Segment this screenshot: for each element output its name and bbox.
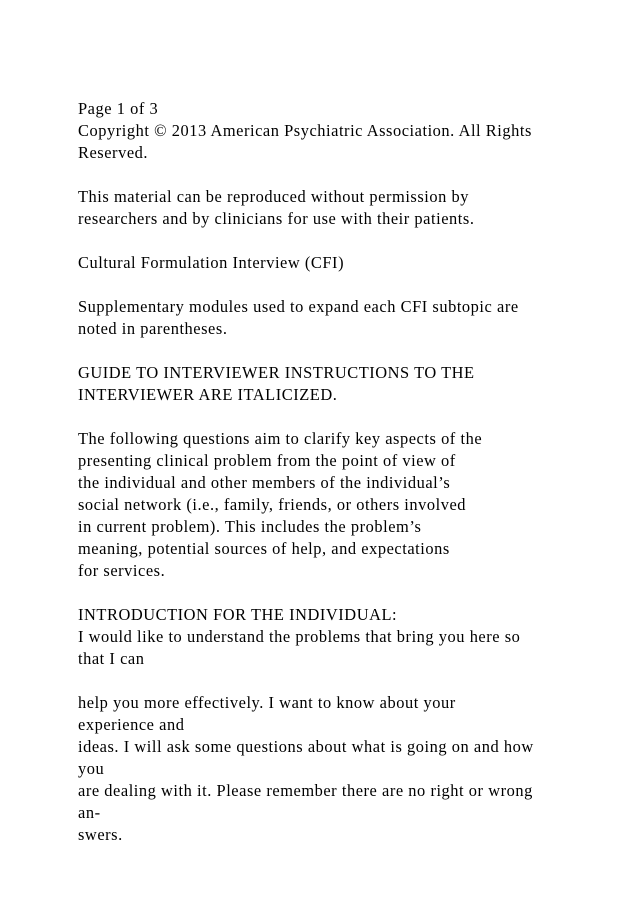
- intro-paragraph-line-4: social network (i.e., family, friends, or others involved: [78, 495, 467, 514]
- introduction-line-6: you: [78, 759, 105, 778]
- intro-paragraph-line-1: The following questions aim to clarify key aspects of the: [78, 429, 483, 448]
- intro-paragraph-line-5: in current problem). This includes the problem’s: [78, 517, 422, 536]
- introduction-line-2: that I can: [78, 649, 145, 668]
- introduction-line-4: experience and: [78, 715, 185, 734]
- introduction-line-9: swers.: [78, 825, 123, 844]
- introduction-line-7: are dealing with it. Please remember there are no right or wrong: [78, 781, 533, 800]
- modules-note-line-1: Supplementary modules used to expand each CFI subtopic are: [78, 297, 519, 316]
- introduction-line-3: help you more effectively. I want to know about your: [78, 693, 456, 712]
- permission-line-2: researchers and by clinicians for use with their patients.: [78, 209, 475, 228]
- introduction-heading: INTRODUCTION FOR THE INDIVIDUAL:: [78, 605, 398, 624]
- intro-paragraph-line-3: the individual and other members of the individual’s: [78, 473, 451, 492]
- permission-line-1: This material can be reproduced without permission by: [78, 187, 470, 206]
- copyright-line-2: Reserved.: [78, 143, 149, 162]
- guide-heading-line-2: INTERVIEWER ARE ITALICIZED.: [78, 385, 338, 404]
- intro-paragraph-line-2: presenting clinical problem from the point of view of: [78, 451, 456, 470]
- document-title: Cultural Formulation Interview (CFI): [78, 253, 345, 272]
- introduction-line-1: I would like to understand the problems that bring you here so: [78, 627, 521, 646]
- introduction-line-5: ideas. I will ask some questions about what is going on and how: [78, 737, 534, 756]
- guide-heading-line-1: GUIDE TO INTERVIEWER INSTRUCTIONS TO THE: [78, 363, 475, 382]
- copyright-line-1: Copyright © 2013 American Psychiatric Association. All Rights: [78, 121, 532, 140]
- intro-paragraph-line-6: meaning, potential sources of help, and expectations: [78, 539, 450, 558]
- introduction-line-8: an-: [78, 803, 101, 822]
- page-number-line: Page 1 of 3: [78, 99, 159, 118]
- intro-paragraph-line-7: for services.: [78, 561, 166, 580]
- modules-note-line-2: noted in parentheses.: [78, 319, 228, 338]
